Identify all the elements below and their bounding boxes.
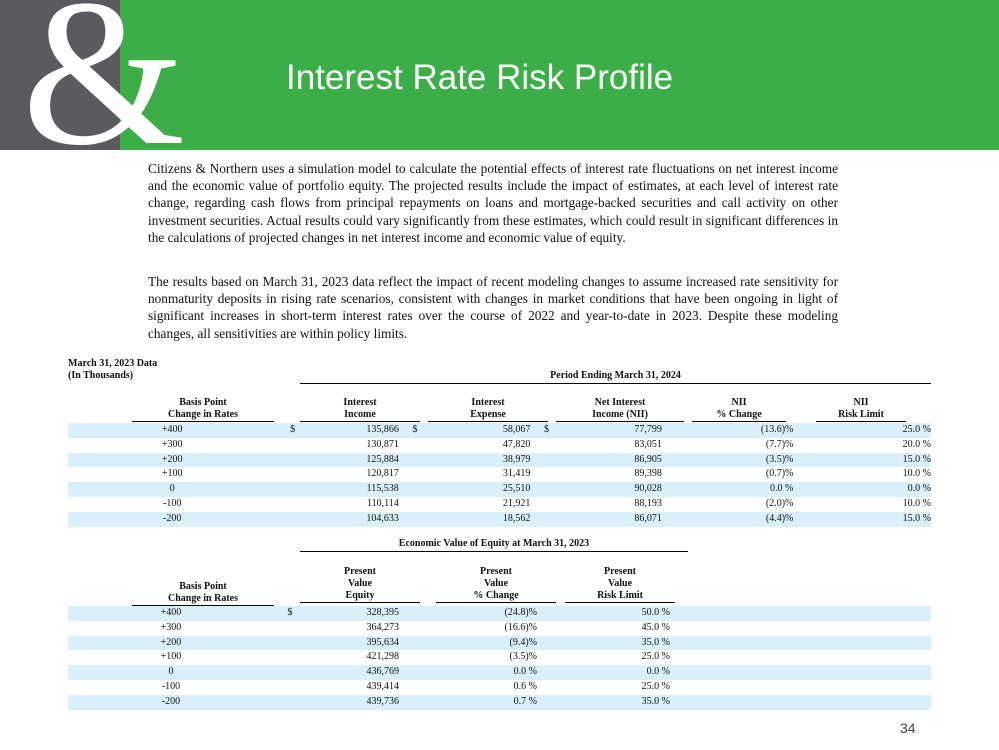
currency-symbol: $ bbox=[274, 606, 306, 621]
net-interest-income-cell: 90,028 bbox=[563, 482, 662, 497]
ev-risk-limit-cell: 35.0 % bbox=[537, 636, 670, 651]
present-value-equity-cell: 439,414 bbox=[366, 680, 399, 692]
ev-risk-limit-cell: 50.0 % bbox=[537, 606, 670, 621]
basis-point-cell: +400 bbox=[68, 423, 276, 438]
ev-header-equity: Present Value Equity bbox=[300, 566, 420, 603]
net-interest-income-cell: 77,799 bbox=[563, 423, 662, 438]
nii-pct-change-cell: (4.4)% bbox=[662, 512, 794, 527]
basis-point-cell: +100 bbox=[160, 651, 182, 663]
nii-risk-limit-cell: 20.0 % bbox=[902, 438, 931, 450]
nii-pct-change-cell: (3.5)% bbox=[662, 453, 794, 468]
ev-risk-limit-cell: 25.0 % bbox=[641, 651, 670, 663]
basis-point-cell: +400 bbox=[68, 606, 274, 621]
interest-income-cell: 125,884 bbox=[309, 453, 399, 468]
interest-expense-cell: 38,979 bbox=[431, 453, 530, 468]
nii-header-basis-point: Basis Point Change in Rates bbox=[132, 397, 274, 422]
present-value-equity-cell: 364,273 bbox=[366, 621, 399, 633]
nii-risk-limit-cell: 10.0 % bbox=[902, 468, 931, 480]
page-title: Interest Rate Risk Profile bbox=[286, 58, 674, 97]
ev-table-row bbox=[68, 665, 931, 680]
interest-income-cell: 110,114 bbox=[367, 497, 399, 509]
net-interest-income-cell: 86,071 bbox=[563, 512, 662, 527]
present-value-equity-cell: 436,769 bbox=[306, 665, 399, 680]
nii-table bbox=[68, 423, 931, 527]
net-interest-income-cell: 83,051 bbox=[634, 438, 662, 450]
ev-pct-change-cell: 0.6 % bbox=[513, 680, 537, 692]
ampersand-logo: & bbox=[22, 0, 186, 189]
basis-point-cell: -200 bbox=[68, 695, 274, 710]
nii-risk-limit-cell: 15.0 % bbox=[793, 512, 931, 527]
nii-header-pct-change: NII % Change bbox=[692, 397, 786, 422]
basis-point-cell: +100 bbox=[161, 468, 183, 480]
nii-header-interest-expense: Interest Expense bbox=[428, 397, 548, 422]
interest-income-cell: 135,866 bbox=[309, 423, 399, 438]
present-value-equity-cell: 421,298 bbox=[366, 651, 399, 663]
nii-header-net-interest-income: Net Interest Income (NII) bbox=[556, 397, 684, 422]
ev-table-title: Economic Value of Equity at March 31, 2023 bbox=[300, 538, 688, 552]
period-title: Period Ending March 31, 2024 bbox=[300, 370, 931, 384]
ev-pct-change-cell: 0.0 % bbox=[399, 665, 537, 680]
interest-income-cell: 115,538 bbox=[309, 482, 399, 497]
ev-risk-limit-cell: 25.0 % bbox=[641, 680, 670, 692]
present-value-equity-cell: 328,395 bbox=[306, 606, 399, 621]
ev-pct-change-cell: (9.4)% bbox=[399, 636, 537, 651]
basis-point-cell: -100 bbox=[161, 680, 181, 692]
nii-header-risk-limit: NII Risk Limit bbox=[816, 397, 906, 422]
nii-pct-change-cell: (0.7)% bbox=[765, 468, 794, 480]
ev-table-row bbox=[68, 606, 931, 621]
ev-table-row bbox=[68, 695, 931, 710]
interest-expense-cell: 31,419 bbox=[502, 468, 531, 480]
ev-header-pct-change: Present Value % Change bbox=[436, 566, 556, 603]
currency-symbol: $ bbox=[399, 423, 431, 438]
nii-risk-limit-cell: 25.0 % bbox=[793, 423, 931, 438]
nii-pct-change-cell: (2.0)% bbox=[765, 497, 794, 509]
ev-header-basis-point: Basis Point Change in Rates bbox=[132, 581, 274, 606]
ev-header-risk-limit: Present Value Risk Limit bbox=[565, 566, 675, 603]
nii-risk-limit-cell: 0.0 % bbox=[793, 482, 931, 497]
ev-risk-limit-cell: 0.0 % bbox=[537, 665, 670, 680]
present-value-equity-cell: 439,736 bbox=[306, 695, 399, 710]
basis-point-cell: +300 bbox=[161, 438, 183, 450]
basis-point-cell: +200 bbox=[68, 453, 276, 468]
data-as-of-label: March 31, 2023 Data (In Thousands) bbox=[68, 358, 158, 381]
ev-table-row bbox=[68, 650, 931, 665]
ev-risk-limit-cell: 35.0 % bbox=[537, 695, 670, 710]
basis-point-cell: +200 bbox=[68, 636, 274, 651]
present-value-equity-cell: 395,634 bbox=[306, 636, 399, 651]
interest-expense-cell: 58,067 bbox=[431, 423, 530, 438]
ev-pct-change-cell: (16.6)% bbox=[504, 621, 537, 633]
ev-pct-change-cell: (24.8)% bbox=[399, 606, 537, 621]
ev-table bbox=[68, 606, 931, 710]
basis-point-cell: 0 bbox=[68, 482, 276, 497]
nii-table-row bbox=[68, 512, 931, 527]
ev-risk-limit-cell: 45.0 % bbox=[641, 621, 670, 633]
basis-point-cell: -200 bbox=[68, 512, 276, 527]
nii-table-row bbox=[68, 467, 931, 482]
nii-table-row bbox=[68, 497, 931, 512]
page-number: 34 bbox=[900, 720, 916, 736]
interest-income-cell: 104,633 bbox=[309, 512, 399, 527]
basis-point-cell: -100 bbox=[163, 497, 182, 509]
nii-risk-limit-cell: 15.0 % bbox=[793, 453, 931, 468]
nii-table-row bbox=[68, 438, 931, 453]
interest-expense-cell: 21,921 bbox=[502, 497, 531, 509]
net-interest-income-cell: 89,398 bbox=[634, 468, 662, 480]
results-paragraph: The results based on March 31, 2023 data reflect the impact of recent modeling changes to assume increased rate sensitivity for nonmaturity deposits in rising rate scenarios, consistent with changes in market conditions that have been ongoing in light of significant increases in short-term interest rates over the course of 2022 and year-to-date in 2023. Despite these modeling changes, all sensitivities are within policy limits. bbox=[148, 274, 838, 341]
currency-symbol: $ bbox=[530, 423, 562, 438]
ev-table-row bbox=[68, 680, 931, 695]
basis-point-cell: +300 bbox=[160, 621, 182, 633]
interest-income-cell: 120,817 bbox=[366, 468, 399, 480]
net-interest-income-cell: 88,193 bbox=[634, 497, 662, 509]
intro-paragraph: Citizens & Northern uses a simulation model to calculate the potential effects of interest rate fluctuations on net interest income and the economic value of portfolio equity. The projected results include the impact of estimates, at each level of interest rate change, regarding cash flows from principal repayments on loans and mortgage-backed securities and call activity on other investment securities. Actual results could vary significantly from these estimates, which could result in significant differences in the calculations of projected changes in net interest income and economic value of equity. bbox=[148, 161, 838, 245]
nii-pct-change-cell: 0.0 % bbox=[662, 482, 794, 497]
interest-expense-cell: 18,562 bbox=[431, 512, 530, 527]
interest-expense-cell: 47,820 bbox=[502, 438, 531, 450]
nii-table-row bbox=[68, 453, 931, 468]
interest-income-cell: 130,871 bbox=[366, 438, 399, 450]
nii-pct-change-cell: (7.7)% bbox=[765, 438, 794, 450]
interest-expense-cell: 25,510 bbox=[431, 482, 530, 497]
nii-pct-change-cell: (13.6)% bbox=[662, 423, 794, 438]
ev-pct-change-cell: (3.5)% bbox=[509, 651, 537, 663]
ev-table-row bbox=[68, 636, 931, 651]
header-banner bbox=[0, 0, 999, 189]
nii-risk-limit-cell: 10.0 % bbox=[902, 497, 931, 509]
nii-header-interest-income: Interest Income bbox=[300, 397, 420, 422]
net-interest-income-cell: 86,905 bbox=[563, 453, 662, 468]
nii-table-row bbox=[68, 482, 931, 497]
ev-table-row bbox=[68, 621, 931, 636]
basis-point-cell: 0 bbox=[68, 665, 274, 680]
currency-symbol: $ bbox=[276, 423, 308, 438]
nii-table-row bbox=[68, 423, 931, 438]
ev-pct-change-cell: 0.7 % bbox=[399, 695, 537, 710]
